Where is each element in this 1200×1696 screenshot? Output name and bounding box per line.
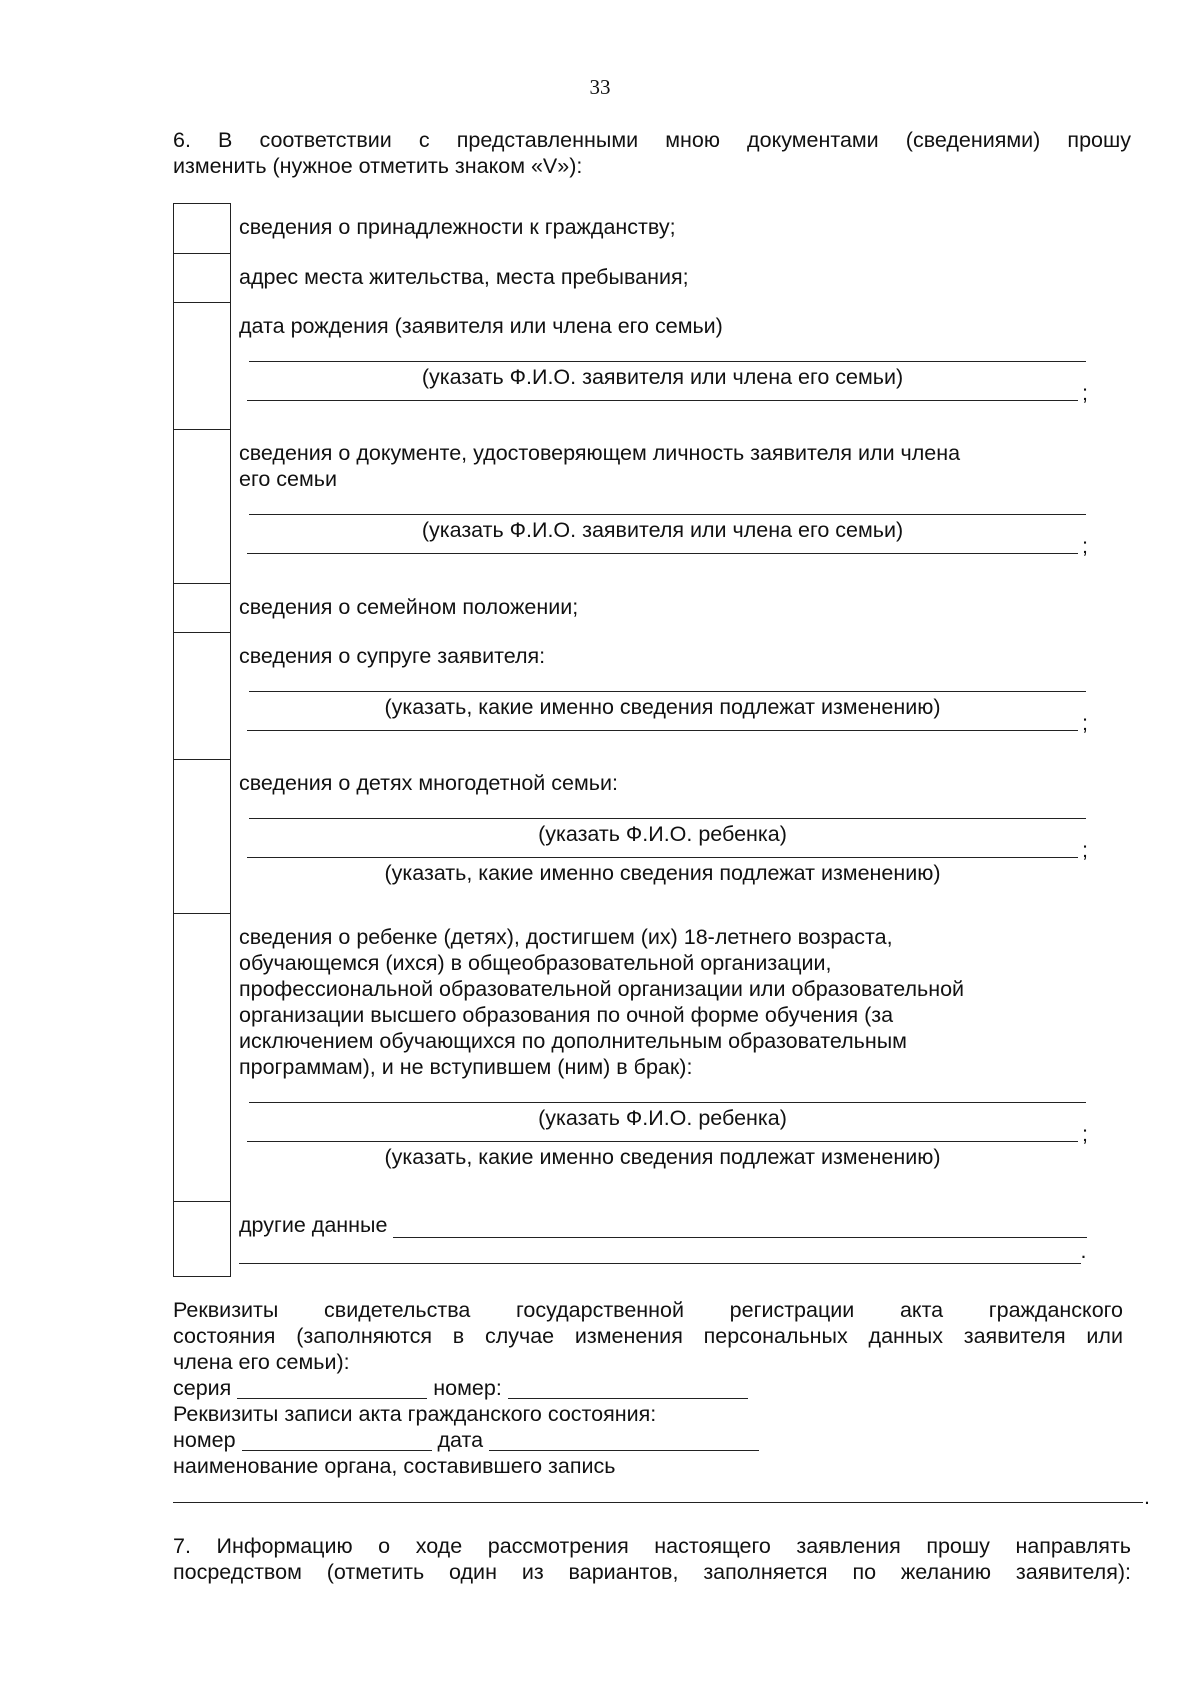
option-row-address xyxy=(174,254,1087,303)
requisites-line-3: члена его семьи): xyxy=(173,1350,350,1374)
organ-label: наименование органа, составившего запись xyxy=(173,1454,616,1478)
birth-date-caption: (указать Ф.И.О. заявителя или члена его семьи) xyxy=(421,364,904,389)
intro-line-1: 6. В соответствии с представленными мною документами (сведениями) прошу xyxy=(173,128,1131,152)
requisites-line-1: Реквизиты свидетельства государственной регистрации акта гражданского xyxy=(173,1298,1123,1322)
option-row-adult-child xyxy=(174,914,1087,1202)
option-label-id-document-1: сведения о документе, удостоверяющем личность заявителя или члена xyxy=(239,440,961,465)
spouse-value-field[interactable] xyxy=(247,720,1078,731)
option-row-marital xyxy=(174,584,1087,633)
option-label-adult-child-2: обучающемся (ихся) в общеобразовательной организации, xyxy=(239,950,832,975)
section-7-line-2: посредством (отметить один из вариантов, заполняется по желанию заявителя): xyxy=(173,1560,1131,1584)
option-row-id-document xyxy=(174,430,1087,584)
option-label-adult-child-3: профессиональной образовательной организации или образовательной xyxy=(239,976,965,1001)
section-6-intro xyxy=(173,127,1131,179)
option-row-spouse xyxy=(174,633,1087,760)
id-document-name-field[interactable] xyxy=(249,492,1086,515)
children-name-field[interactable] xyxy=(249,796,1086,819)
adult-child-name-caption: (указать Ф.И.О. ребенка) xyxy=(538,1105,787,1130)
checkbox-other[interactable] xyxy=(174,1202,231,1277)
page-number: 33 xyxy=(589,75,611,99)
option-row-birth-date xyxy=(174,303,1087,430)
checkbox-citizenship[interactable] xyxy=(174,204,231,254)
record-title: Реквизиты записи акта гражданского состояния: xyxy=(173,1402,657,1426)
option-label-id-document-2: его семьи xyxy=(239,466,337,491)
option-label-birth-date: дата рождения (заявителя или члена его семьи) xyxy=(239,313,723,338)
birth-date-name-field[interactable] xyxy=(249,339,1086,362)
option-row-children xyxy=(174,760,1087,914)
requisites-line-2: состояния (заполняются в случае изменения персональных данных заявителя или xyxy=(173,1324,1123,1348)
option-label-adult-child-6: программам), и не вступившем (ним) в брак): xyxy=(239,1054,693,1079)
checkbox-spouse[interactable] xyxy=(174,633,231,760)
series-number-row xyxy=(173,1375,1123,1401)
record-number-field[interactable] xyxy=(242,1430,432,1451)
id-document-caption: (указать Ф.И.О. заявителя или члена его семьи) xyxy=(421,517,904,542)
checkbox-address[interactable] xyxy=(174,254,231,303)
adult-child-info-caption: (указать, какие именно сведения подлежат изменению) xyxy=(384,1144,941,1169)
option-label-other: другие данные xyxy=(239,1212,388,1237)
spouse-info-field[interactable] xyxy=(249,669,1086,692)
option-label-marital: сведения о семейном положении; xyxy=(239,594,579,619)
adult-child-name-field[interactable] xyxy=(249,1080,1086,1103)
children-info-caption: (указать, какие именно сведения подлежат изменению) xyxy=(384,860,941,885)
checkbox-adult-child[interactable] xyxy=(174,914,231,1202)
id-document-value-field[interactable] xyxy=(247,543,1078,554)
option-label-address: адрес места жительства, места пребывания; xyxy=(239,264,689,289)
children-info-field[interactable] xyxy=(247,847,1078,858)
option-label-adult-child-5: исключением обучающихся по дополнительным образовательным xyxy=(239,1028,907,1053)
section-7-line-1: 7. Информацию о ходе рассмотрения настоящего заявления прошу направлять xyxy=(173,1534,1131,1558)
option-label-adult-child-4: организации высшего образования по очной форме обучения (за xyxy=(239,1002,894,1027)
record-number-date-row xyxy=(173,1427,1123,1453)
other-data-field[interactable] xyxy=(393,1217,1086,1238)
children-name-caption: (указать Ф.И.О. ребенка) xyxy=(538,821,787,846)
record-number-label: номер xyxy=(173,1428,236,1452)
checkbox-birth-date[interactable] xyxy=(174,303,231,430)
adult-child-info-field[interactable] xyxy=(247,1131,1078,1142)
series-label: серия xyxy=(173,1376,232,1400)
other-data-period: . xyxy=(1080,1238,1087,1263)
checkbox-marital[interactable] xyxy=(174,584,231,633)
checkbox-id-document[interactable] xyxy=(174,430,231,584)
option-label-spouse: сведения о супруге заявителя: xyxy=(239,643,546,668)
option-row-citizenship xyxy=(174,204,1087,254)
section-7 xyxy=(173,1533,1131,1585)
record-date-label: дата xyxy=(437,1428,484,1452)
option-row-other xyxy=(174,1202,1087,1277)
number-label: номер: xyxy=(433,1376,502,1400)
organ-name-field[interactable] xyxy=(173,1500,1143,1503)
option-label-citizenship: сведения о принадлежности к гражданству; xyxy=(239,214,676,239)
record-date-field[interactable] xyxy=(489,1430,759,1451)
change-options-table xyxy=(173,203,1087,1277)
checkbox-children[interactable] xyxy=(174,760,231,914)
birth-date-value-field[interactable] xyxy=(247,390,1078,401)
option-label-adult-child-1: сведения о ребенке (детях), достигшем (их) 18-летнего возраста, xyxy=(239,924,893,949)
number-field[interactable] xyxy=(508,1378,748,1399)
intro-line-2: изменить (нужное отметить знаком «V»): xyxy=(173,154,583,178)
organ-field-period: . xyxy=(1144,1485,1150,1509)
other-data-field-2[interactable] xyxy=(239,1245,1081,1264)
option-label-children: сведения о детях многодетной семьи: xyxy=(239,770,618,795)
spouse-caption: (указать, какие именно сведения подлежат изменению) xyxy=(384,694,941,719)
certificate-requisites xyxy=(173,1297,1123,1479)
series-field[interactable] xyxy=(237,1378,427,1399)
